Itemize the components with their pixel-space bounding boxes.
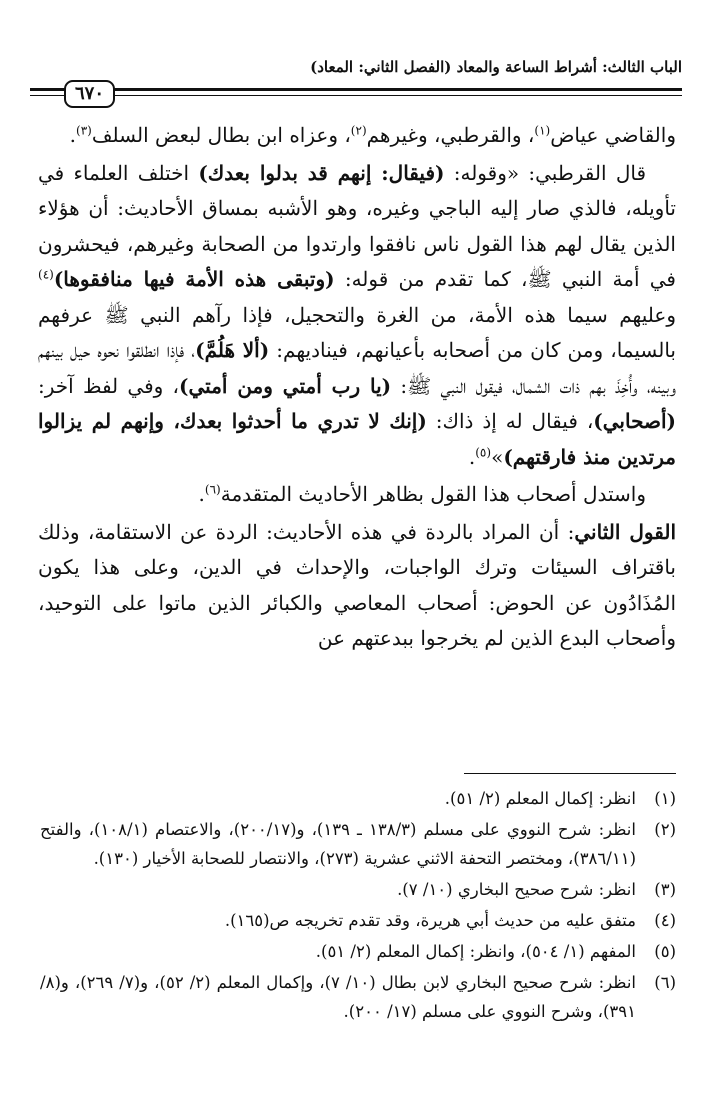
footnote-ref-1[interactable]: (١): [534, 123, 551, 138]
footnote-3: [40, 875, 676, 904]
footnote-ref-2[interactable]: (٢): [350, 123, 367, 138]
paragraph-4: [38, 515, 676, 657]
footnote-6: [40, 968, 676, 1026]
text-run: ، فيقال له إذ ذاك:: [426, 409, 594, 433]
paragraph-1: [38, 118, 676, 154]
footnotes: [40, 784, 676, 1028]
text-run: »: [491, 444, 504, 469]
text-run: .: [69, 123, 77, 147]
footnote-number: (٥): [654, 942, 676, 961]
footnote-text: متفق عليه من حديث أبي هريرة، وقد تقدم تخريجه ص(١٦٥).: [224, 911, 636, 930]
text-run: .: [198, 482, 205, 506]
footnote-number: (١): [654, 789, 676, 808]
section-label: القول الثاني: [574, 519, 676, 544]
footnote-ref-3[interactable]: (٣): [76, 123, 92, 138]
text-run: ، وفي لفظ آخر:: [38, 373, 180, 398]
text-run: والقاضي عياض: [550, 123, 676, 147]
header-rule-thin: [30, 95, 682, 96]
running-header: الباب الثالث: أشراط الساعة والمعاد (الفصل الثاني: المعاد): [310, 58, 682, 76]
footnote-separator: [464, 773, 676, 774]
footnote-number: (٣): [654, 880, 676, 899]
footnote-2: [40, 815, 676, 873]
footnote-number: (٦): [654, 973, 676, 992]
text-run: ، والقرطبي، وغيرهم: [366, 123, 535, 147]
hadith-quote: (يا رب أمتي ومن أمتي): [179, 373, 392, 398]
footnote-ref-6[interactable]: (٦): [204, 482, 221, 497]
footnote-ref-4[interactable]: (٤): [38, 267, 54, 282]
text-run: ، فإذا انطلقوا نحوه حيل بينهم وبينه، وأُخِذَ بهم ذات الشمال، فيقول النبي ﷺ:: [38, 338, 677, 398]
hadith-quote: (إنك لا تدري ما أحدثوا بعدك، وإنهم لم يزالوا مرتدين منذ فارقتهم): [38, 409, 676, 469]
footnote-text: المفهم (١/ ٥٠٤)، وانظر: إكمال المعلم (٢/ ٥١).: [315, 942, 636, 961]
page-number: ٦٧٠: [64, 80, 115, 108]
footnote-text: انظر: إكمال المعلم (٢/ ٥١).: [444, 789, 636, 808]
text-run: : أن المراد بالردة في هذه الأحاديث: الردة عن الاستقامة، وذلك باقتراف السيئات وترك الواجبات، والإحداث في الدين، وعلى هذا يكون المُذَادُون عن الحوض: أصحاب المعاصي والكبائر الذين ماتوا على التوحيد، وأصحاب البدع الذين لم يخرجوا ببدعتهم عن: [38, 519, 676, 650]
footnote-ref-5[interactable]: (٥): [475, 444, 492, 459]
footnote-number: (٤): [654, 911, 676, 930]
text-run: اختلف العلماء في تأويله، فالذي صار إليه الباجي وغيره، وهو الأشبه بمساق الأحاديث: أن هؤلاء الذين يقال لهم هذا القول ناس نافقوا وارتدوا من الصحابة وغيرهم، فيحشرون في أمة النبي ﷺ، كما تقدم من قوله:: [38, 160, 676, 291]
footnote-4: [40, 906, 676, 935]
footnote-text: انظر: شرح النووي على مسلم (١٣٨/٣ ـ ١٣٩)، و(٢٠٠/١٧)، والاعتصام (١٠٨/١)، والفتح (٣٨٦/١١)، ومختصر التحفة الاثني عشرية (٢٧٣)، والانتصار للصحابة الأخيار (١٣٠).: [40, 820, 636, 868]
header-rule-dash: [30, 88, 58, 91]
header-rule-thick: [30, 88, 682, 91]
hadith-quote: (ألا هَلُمَّ): [195, 338, 270, 362]
header-rule: [30, 83, 682, 111]
hadith-quote: (فيقال: إنهم قد بدلوا بعدك): [198, 160, 445, 185]
text-run: وعليهم سيما هذه الأمة، من الغرة والتحجيل، فإذا رآهم النبي ﷺ عرفهم بالسيما، ومن كان من أصحابه بأعيانهم، فيناديهم:: [38, 302, 676, 362]
paragraph-3: [38, 477, 676, 513]
footnote-text: انظر: شرح صحيح البخاري لابن بطال (١٠/ ٧)، وإكمال المعلم (٢/ ٥٢)، و(٧/ ٢٦٩)، و(٨/ ٣٩١)، وشرح النووي على مسلم (١٧/ ٢٠٠).: [40, 973, 637, 1021]
footnote-1: [40, 784, 676, 813]
text-run: قال القرطبي: «وقوله:: [444, 160, 646, 185]
footnote-text: انظر: شرح صحيح البخاري (١٠/ ٧).: [397, 880, 636, 899]
footnote-5: [40, 937, 676, 966]
text-run: ، وعزاه ابن بطال لبعض السلف: [91, 123, 351, 147]
text-run: .: [468, 444, 476, 469]
main-text: [38, 118, 676, 657]
paragraph-2: [38, 156, 676, 476]
text-run: واستدل أصحاب هذا القول بظاهر الأحاديث المتقدمة: [220, 482, 646, 506]
hadith-quote: (أصحابي): [593, 409, 677, 433]
footnote-number: (٢): [654, 820, 676, 839]
hadith-quote: (وتبقى هذه الأمة فيها منافقوها): [53, 267, 335, 291]
